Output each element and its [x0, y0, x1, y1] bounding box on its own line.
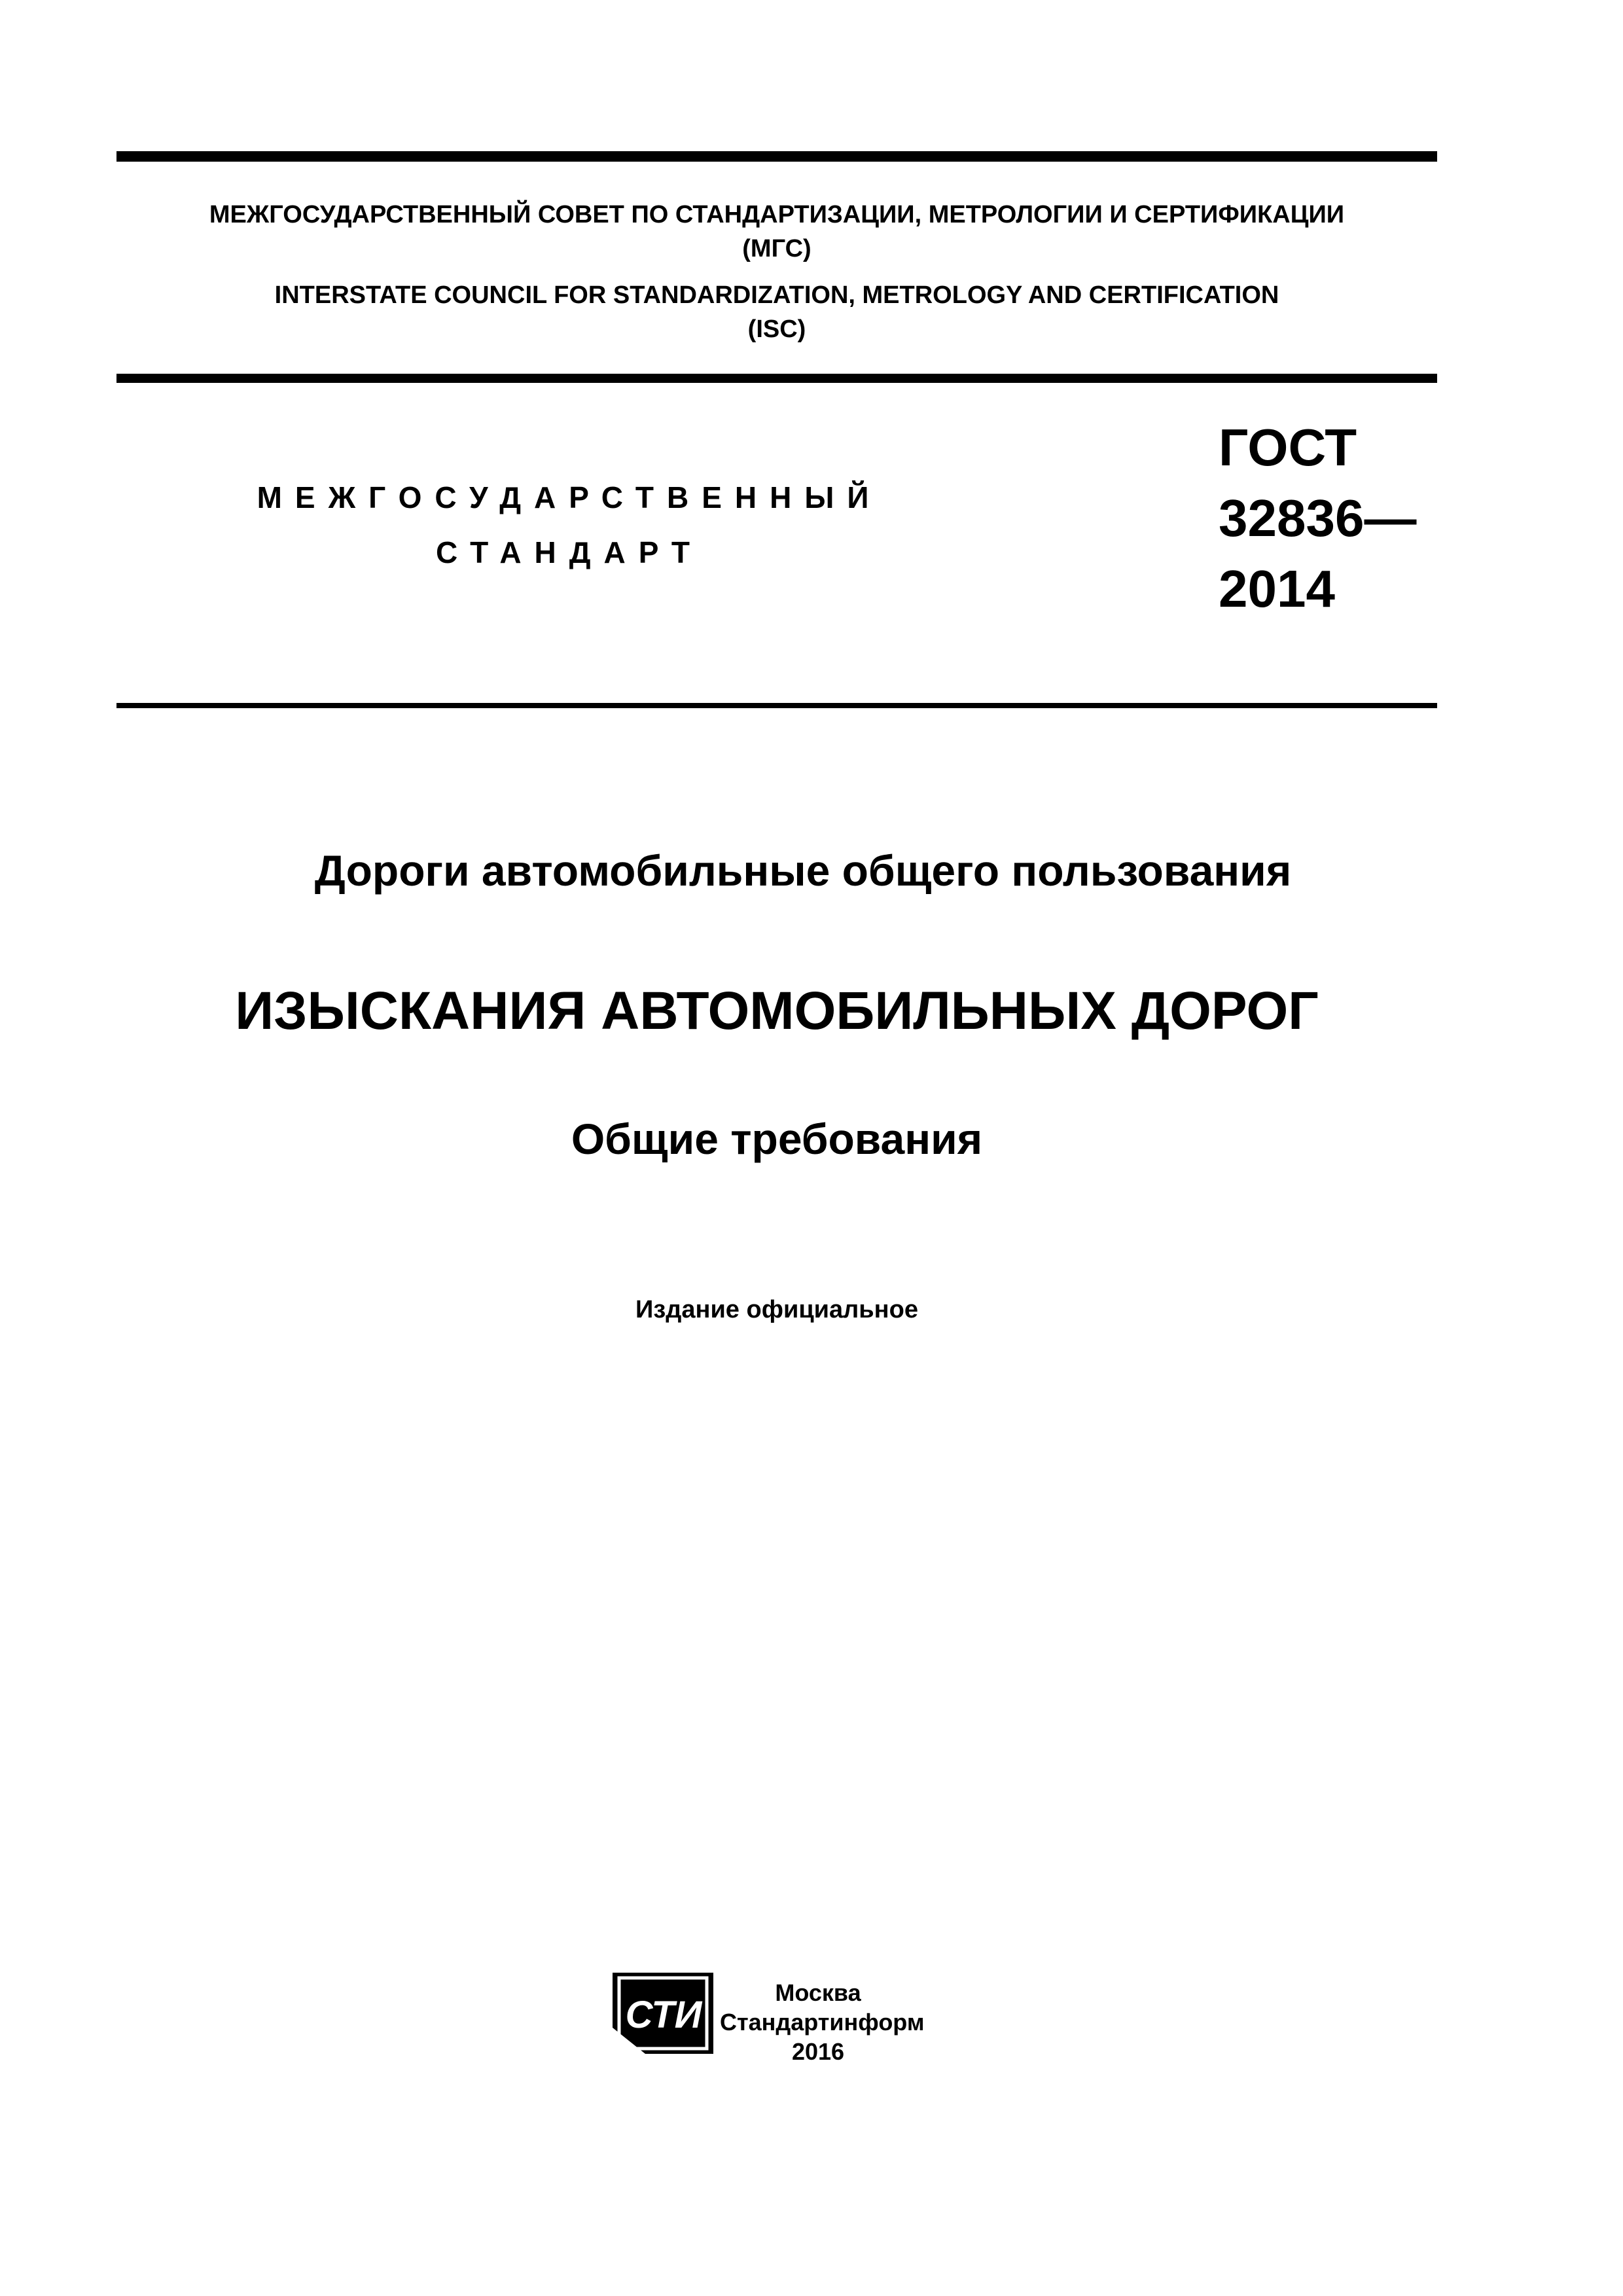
council-abbr-ru: (МГС) — [742, 235, 812, 262]
designation-year: 2014 — [1219, 560, 1335, 618]
edition-note: Издание официальное — [635, 1296, 918, 1323]
designation-prefix: ГОСТ — [1219, 418, 1357, 476]
top-rule — [116, 151, 1437, 162]
publisher-block — [720, 1978, 925, 2066]
standard-kind-line1: МЕЖГОСУДАРСТВЕННЫЙ — [257, 480, 882, 514]
standard-kind — [242, 470, 897, 580]
designation-number: 32836— — [1219, 489, 1417, 547]
publisher-city: Москва — [775, 1979, 861, 2006]
middle-rule — [116, 374, 1437, 383]
title-main: ИЗЫСКАНИЯ АВТОМОБИЛЬНЫХ ДОРОГ — [235, 981, 1319, 1041]
publisher-name: Стандартинформ — [720, 2009, 925, 2036]
standard-kind-line2: СТАНДАРТ — [436, 535, 703, 569]
logo-lettering: СТИ — [625, 1994, 702, 2036]
publisher-year: 2016 — [791, 2038, 845, 2065]
council-name-en — [116, 278, 1437, 346]
standard-designation — [1219, 412, 1416, 624]
title-general: Дороги автомобильные общего пользования — [314, 846, 1292, 895]
council-name-ru — [116, 198, 1437, 266]
council-name-en-line1: INTERSTATE COUNCIL FOR STANDARDIZATION, METROLOGY AND CERTIFICATION — [274, 281, 1279, 309]
council-abbr-en: (ISC) — [747, 315, 806, 343]
council-name-ru-line1: МЕЖГОСУДАРСТВЕННЫЙ СОВЕТ ПО СТАНДАРТИЗАЦИИ, МЕТРОЛОГИИ И СЕРТИФИКАЦИИ — [209, 201, 1345, 228]
title-sub: Общие требования — [571, 1115, 983, 1163]
lower-rule — [116, 703, 1437, 708]
standartinform-logo-icon — [613, 1973, 713, 2054]
